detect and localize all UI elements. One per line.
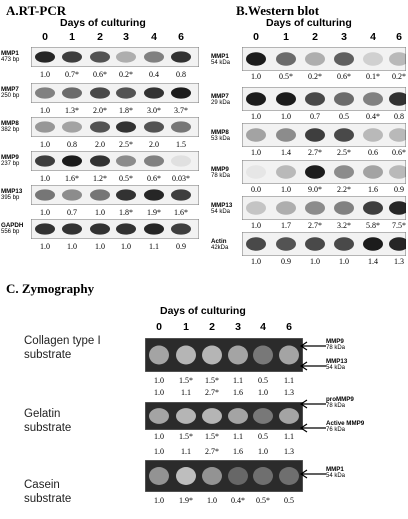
band — [276, 165, 296, 178]
fold-value: 1.1 — [181, 447, 191, 456]
fold-value: 2.7* — [205, 388, 219, 397]
fold-value: 5.8* — [366, 221, 380, 230]
value-row — [0, 496, 408, 506]
fold-value: 1.3 — [394, 257, 404, 266]
molecular-weight: 78 kDa — [326, 403, 346, 409]
fold-value: 1.9* — [147, 208, 161, 217]
substrate-line: Collagen type I — [24, 335, 101, 347]
day-label: 4 — [370, 31, 376, 43]
band — [62, 121, 82, 132]
band — [305, 92, 325, 105]
fold-value: 0.4* — [366, 112, 380, 121]
fold-value: 1.5* — [205, 432, 219, 441]
substrate-line: substrate — [24, 493, 72, 505]
band — [305, 165, 325, 178]
fold-value: 2.0* — [93, 106, 107, 115]
gene-name: MMP13 — [1, 188, 23, 195]
substrate-line: substrate — [24, 349, 72, 361]
fold-value: 1.1 — [284, 432, 294, 441]
day-label: 4 — [151, 31, 157, 43]
gene-name: MMP1 — [1, 50, 19, 57]
fold-value: 1.0 — [95, 242, 105, 251]
protein-name: MMP9 — [211, 166, 229, 173]
fold-value: 1.6* — [65, 174, 79, 183]
day-label: 1 — [69, 31, 75, 43]
molecular-weight: 54 kDa — [211, 60, 231, 66]
fold-value: 1.0 — [95, 208, 105, 217]
band — [246, 237, 266, 250]
fold-value: 1.0 — [281, 185, 291, 194]
value-row — [0, 242, 204, 252]
enzyme-name: MMP1 — [326, 466, 344, 473]
fold-value: 1.1 — [149, 242, 159, 251]
fold-value: 0.7* — [65, 70, 79, 79]
fold-value: 1.0 — [207, 496, 217, 505]
band — [279, 467, 299, 485]
row-label — [211, 238, 228, 252]
gene-name: GAPDH — [1, 222, 24, 229]
band-size: 250 bp — [1, 93, 20, 99]
protein-name: MMP1 — [211, 53, 229, 60]
fold-value: 2.2* — [337, 185, 351, 194]
band — [228, 345, 248, 364]
band — [253, 467, 273, 485]
value-row — [0, 174, 204, 184]
fold-value: 1.0 — [281, 112, 291, 121]
band — [171, 121, 191, 132]
band — [202, 467, 222, 485]
gel-bands — [31, 47, 199, 67]
band — [246, 128, 266, 141]
band — [149, 408, 169, 424]
band — [246, 52, 266, 65]
value-row — [0, 447, 408, 457]
band — [279, 408, 299, 424]
day-label: 0 — [156, 321, 162, 333]
band — [228, 467, 248, 485]
band — [90, 87, 110, 98]
fold-value: 1.3 — [284, 388, 294, 397]
fold-value: 1.4 — [281, 148, 291, 157]
molecular-weight: 53 kDa — [211, 136, 231, 142]
fold-value: 0.8 — [176, 70, 186, 79]
fold-value: 0.6* — [147, 174, 161, 183]
band — [334, 201, 354, 214]
value-row — [0, 208, 204, 218]
band — [334, 128, 354, 141]
fold-value: 0.9 — [281, 257, 291, 266]
fold-value: 1.0 — [40, 70, 50, 79]
fold-value: 0.1* — [366, 72, 380, 81]
band — [253, 408, 273, 424]
fold-value: 1.2* — [93, 174, 107, 183]
fold-value: 0.2* — [308, 72, 322, 81]
fold-value: 3.2* — [337, 221, 351, 230]
day-label: 1 — [283, 31, 289, 43]
fold-value: 1.0 — [339, 257, 349, 266]
band — [35, 51, 55, 62]
gel-bands — [242, 123, 406, 147]
molecular-weight: 54 kDa — [211, 209, 231, 215]
panel-b-day-numbers — [0, 31, 408, 43]
band — [363, 128, 383, 141]
band — [276, 52, 296, 65]
gel-bands — [242, 196, 406, 220]
gel-bands — [242, 160, 406, 184]
fold-value: 2.0 — [149, 140, 159, 149]
gel-bands — [242, 232, 406, 256]
fold-value: 0.5 — [258, 376, 268, 385]
band — [116, 87, 136, 98]
panel-c-days-heading: Days of culturing — [160, 305, 246, 317]
value-row — [0, 376, 408, 386]
fold-value: 1.1 — [233, 376, 243, 385]
fold-value: 1.5* — [179, 376, 193, 385]
band — [149, 345, 169, 364]
row-label — [1, 86, 19, 100]
fold-value: 9.0* — [308, 185, 322, 194]
protein-name: MMP7 — [211, 93, 229, 100]
band — [62, 51, 82, 62]
fold-value: 1.0 — [154, 388, 164, 397]
panel-c-title: C. Zymography — [6, 281, 95, 296]
arrow-icon — [298, 398, 328, 410]
row-label — [211, 53, 230, 67]
enzyme-label — [326, 420, 364, 434]
gel-bands — [145, 402, 303, 430]
panel-b-days-heading: Days of culturing — [266, 17, 352, 29]
enzyme-name: proMMP9 — [326, 396, 354, 403]
band — [35, 121, 55, 132]
molecular-weight: 78 kDa — [326, 345, 346, 351]
value-row — [0, 221, 408, 231]
day-label: 3 — [123, 31, 129, 43]
day-label: 1 — [183, 321, 189, 333]
arrow-icon — [298, 360, 328, 372]
gene-name: MMP8 — [1, 120, 19, 127]
fold-value: 0.5 — [284, 496, 294, 505]
band — [363, 92, 383, 105]
fold-value: 1.0 — [154, 432, 164, 441]
protein-name: MMP13 — [211, 202, 233, 209]
fold-value: 1.0 — [67, 242, 77, 251]
band — [62, 87, 82, 98]
gel-bands — [242, 87, 406, 111]
fold-value: 0.8 — [394, 112, 404, 121]
band — [334, 237, 354, 250]
day-label: 0 — [253, 31, 259, 43]
fold-value: 0.0 — [251, 185, 261, 194]
fold-value: 1.0 — [251, 148, 261, 157]
enzyme-label — [326, 466, 345, 480]
fold-value: 1.0 — [310, 257, 320, 266]
band — [171, 87, 191, 98]
fold-value: 1.6 — [368, 185, 378, 194]
substrate-line: Gelatin — [24, 408, 61, 420]
day-label: 2 — [209, 321, 215, 333]
band — [176, 345, 196, 364]
band-size: 473 bp — [1, 57, 20, 63]
gene-name: MMP9 — [1, 154, 19, 161]
band — [246, 201, 266, 214]
gel-bands — [145, 460, 303, 492]
fold-value: 0.5* — [279, 72, 293, 81]
fold-value: 1.0 — [154, 496, 164, 505]
protein-name: Actin — [211, 238, 227, 245]
band — [276, 92, 296, 105]
band — [144, 51, 164, 62]
band — [202, 345, 222, 364]
band — [305, 128, 325, 141]
fold-value: 1.0 — [251, 112, 261, 121]
band — [253, 345, 273, 364]
row-label — [211, 166, 230, 180]
day-label: 4 — [260, 321, 266, 333]
fold-value: 0.7 — [310, 112, 320, 121]
band — [334, 92, 354, 105]
band — [144, 87, 164, 98]
band — [149, 467, 169, 485]
panel-c-day-numbers — [0, 321, 408, 333]
fold-value: 1.3 — [284, 447, 294, 456]
band — [144, 121, 164, 132]
molecular-weight: 54 kDa — [326, 473, 346, 479]
fold-value: 0.2* — [119, 70, 133, 79]
day-label: 6 — [286, 321, 292, 333]
band — [202, 408, 222, 424]
day-label: 3 — [235, 321, 241, 333]
fold-value: 0.9 — [176, 242, 186, 251]
fold-value: 1.0 — [154, 447, 164, 456]
molecular-weight: 54 kDa — [326, 365, 346, 371]
fold-value: 0.5* — [256, 496, 270, 505]
fold-value: 0.5* — [119, 174, 133, 183]
row-label — [1, 120, 19, 134]
enzyme-name: Active MMP9 — [326, 420, 365, 427]
band — [246, 92, 266, 105]
fold-value: 0.6 — [368, 148, 378, 157]
day-label: 3 — [341, 31, 347, 43]
molecular-weight: 42kDa — [211, 245, 229, 251]
enzyme-label — [326, 396, 354, 410]
fold-value: 1.0 — [251, 257, 261, 266]
band — [305, 201, 325, 214]
day-label: 6 — [396, 31, 402, 43]
day-label: 2 — [312, 31, 318, 43]
band — [116, 51, 136, 62]
fold-value: 2.7* — [308, 148, 322, 157]
fold-value: 1.0 — [40, 242, 50, 251]
day-label: 2 — [97, 31, 103, 43]
substrate-line: Casein — [24, 479, 60, 491]
enzyme-label — [326, 338, 345, 352]
band — [363, 237, 383, 250]
band — [276, 128, 296, 141]
fold-value: 2.7* — [308, 221, 322, 230]
fold-value: 1.5* — [179, 432, 193, 441]
fold-value: 1.8* — [119, 106, 133, 115]
fold-value: 2.7* — [205, 447, 219, 456]
row-label — [211, 129, 230, 143]
molecular-weight: 76 kDa — [326, 427, 346, 433]
band — [246, 165, 266, 178]
value-row — [0, 185, 408, 195]
band — [363, 165, 383, 178]
fold-value: 1.0 — [154, 376, 164, 385]
molecular-weight: 78 kDa — [211, 173, 231, 179]
band — [334, 165, 354, 178]
fold-value: 0.8 — [67, 140, 77, 149]
fold-value: 1.0 — [258, 388, 268, 397]
fold-value: 1.1 — [284, 376, 294, 385]
fold-value: 0.03* — [172, 174, 190, 183]
day-label: 0 — [42, 31, 48, 43]
band — [305, 237, 325, 250]
value-row — [0, 72, 408, 82]
fold-value: 0.7 — [67, 208, 77, 217]
fold-value: 1.6* — [174, 208, 188, 217]
fold-value: 1.0 — [40, 140, 50, 149]
fold-value: 0.4* — [231, 496, 245, 505]
day-label: 6 — [178, 31, 184, 43]
fold-value: 2.5* — [119, 140, 133, 149]
fold-value: 0.9 — [394, 185, 404, 194]
band — [279, 345, 299, 364]
fold-value: 1.0 — [40, 174, 50, 183]
fold-value: 1.4 — [368, 257, 378, 266]
fold-value: 1.0 — [251, 221, 261, 230]
fold-value: 1.6 — [233, 388, 243, 397]
fold-value: 1.0 — [40, 208, 50, 217]
band — [90, 121, 110, 132]
value-row — [0, 112, 408, 122]
fold-value: 1.5 — [176, 140, 186, 149]
arrow-icon — [298, 340, 328, 352]
band — [116, 121, 136, 132]
fold-value: 1.0 — [121, 242, 131, 251]
fold-value: 0.5 — [339, 112, 349, 121]
panel-a-days-heading: Days of culturing — [60, 17, 146, 29]
fold-value: 3.0* — [147, 106, 161, 115]
band — [171, 51, 191, 62]
fold-value: 1.0 — [251, 72, 261, 81]
band — [276, 201, 296, 214]
fold-value: 1.8* — [119, 208, 133, 217]
band — [363, 201, 383, 214]
band-size: 237 bp — [1, 161, 20, 167]
fold-value: 0.5 — [258, 432, 268, 441]
fold-value: 0.2* — [392, 72, 406, 81]
band — [176, 467, 196, 485]
fold-value: 1.0 — [258, 447, 268, 456]
fold-value: 1.3* — [65, 106, 79, 115]
arrow-icon — [298, 422, 328, 434]
protein-name: MMP8 — [211, 129, 229, 136]
arrow-icon — [298, 468, 328, 480]
band — [363, 52, 383, 65]
band-size: 382 bp — [1, 127, 20, 133]
row-label — [211, 202, 232, 216]
band — [35, 87, 55, 98]
fold-value: 2.0 — [95, 140, 105, 149]
enzyme-label — [326, 358, 347, 372]
substrate-line: substrate — [24, 422, 72, 434]
fold-value: 1.1 — [233, 432, 243, 441]
fold-value: 0.4 — [149, 70, 159, 79]
fold-value: 0.6* — [93, 70, 107, 79]
fold-value: 1.0 — [40, 106, 50, 115]
gel-bands — [31, 83, 199, 103]
band — [90, 51, 110, 62]
fold-value: 1.7 — [281, 221, 291, 230]
band — [228, 408, 248, 424]
fold-value: 1.5* — [205, 376, 219, 385]
band — [334, 52, 354, 65]
fold-value: 2.5* — [337, 148, 351, 157]
fold-value: 3.7* — [174, 106, 188, 115]
band — [176, 408, 196, 424]
molecular-weight: 29 kDa — [211, 100, 231, 106]
gel-bands — [145, 338, 303, 372]
band — [305, 52, 325, 65]
row-label — [211, 93, 230, 107]
row-label — [1, 50, 19, 64]
band-size: 395 bp — [1, 195, 20, 201]
fold-value: 0.6* — [337, 72, 351, 81]
band — [276, 237, 296, 250]
fold-value: 1.9* — [179, 496, 193, 505]
enzyme-name: MMP13 — [326, 358, 348, 365]
gel-bands — [242, 47, 406, 71]
panel-a-title: A.RT-PCR — [6, 3, 67, 18]
substrate-label — [24, 407, 71, 435]
fold-value: 1.1 — [181, 388, 191, 397]
panel-b-title: B.Western blot — [236, 3, 320, 18]
band-size: 556 bp — [1, 229, 20, 235]
value-row — [0, 257, 408, 267]
value-row — [0, 148, 408, 158]
gene-name: MMP7 — [1, 86, 19, 93]
fold-value: 7.5* — [392, 221, 406, 230]
fold-value: 0.6* — [392, 148, 406, 157]
fold-value: 1.6 — [233, 447, 243, 456]
enzyme-name: MMP9 — [326, 338, 344, 345]
substrate-label — [24, 334, 101, 362]
